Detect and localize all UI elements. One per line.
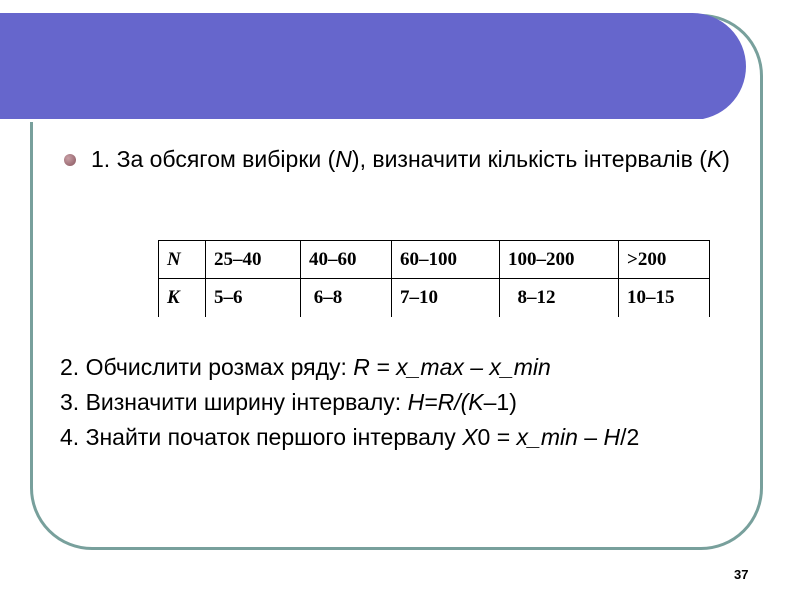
step-3-formula: H=R/(K <box>407 389 484 415</box>
step-4-text: 4. Знайти початок першого інтервалу <box>60 424 463 450</box>
table-cell: 100–200 <box>500 241 619 279</box>
table-cell: >200 <box>619 241 710 279</box>
step-2 <box>60 352 551 382</box>
table-cell: 40–60 <box>301 241 392 279</box>
bullet-text-c: ) <box>722 146 730 172</box>
step-4-half: /2 <box>620 424 640 450</box>
table-cell: 7–10 <box>392 279 500 317</box>
table-cell: N <box>159 241 206 279</box>
table-row <box>159 279 710 317</box>
bullet-var-n: N <box>335 146 352 172</box>
table-cell: 60–100 <box>392 241 500 279</box>
table-cell: 10–15 <box>619 279 710 317</box>
intervals-table <box>158 240 710 317</box>
bullet-icon <box>64 154 76 166</box>
page-number: 37 <box>734 567 749 582</box>
step-4-x: X <box>462 424 478 450</box>
table-cell: 8–12 <box>500 279 619 317</box>
step-4-minus: – <box>577 424 604 450</box>
step-2-text: 2. Обчислити розмах ряду: <box>60 354 354 380</box>
bullet-var-k: K <box>706 146 723 172</box>
step-4-h: H <box>603 424 621 450</box>
step-3-text: 3. Визначити ширину інтервалу: <box>60 389 408 415</box>
step-2-formula: R = x_max – x_min <box>353 354 551 380</box>
step-3-formula-end: –1) <box>483 389 517 415</box>
table-cell: 25–40 <box>206 241 301 279</box>
table-cell: 5–6 <box>206 279 301 317</box>
table-row <box>159 241 710 279</box>
table-cell: 6–8 <box>301 279 392 317</box>
step-3 <box>60 387 517 417</box>
table-cell: K <box>159 279 206 317</box>
step-4-xmin: x_min <box>516 424 578 450</box>
bullet-item <box>91 144 731 174</box>
bullet-text-b: ), визначити кількість інтервалів ( <box>351 146 707 172</box>
step-4-zero: 0 = <box>477 424 517 450</box>
step-4 <box>60 422 639 452</box>
bullet-text-a: 1. За обсягом вибірки ( <box>91 146 336 172</box>
